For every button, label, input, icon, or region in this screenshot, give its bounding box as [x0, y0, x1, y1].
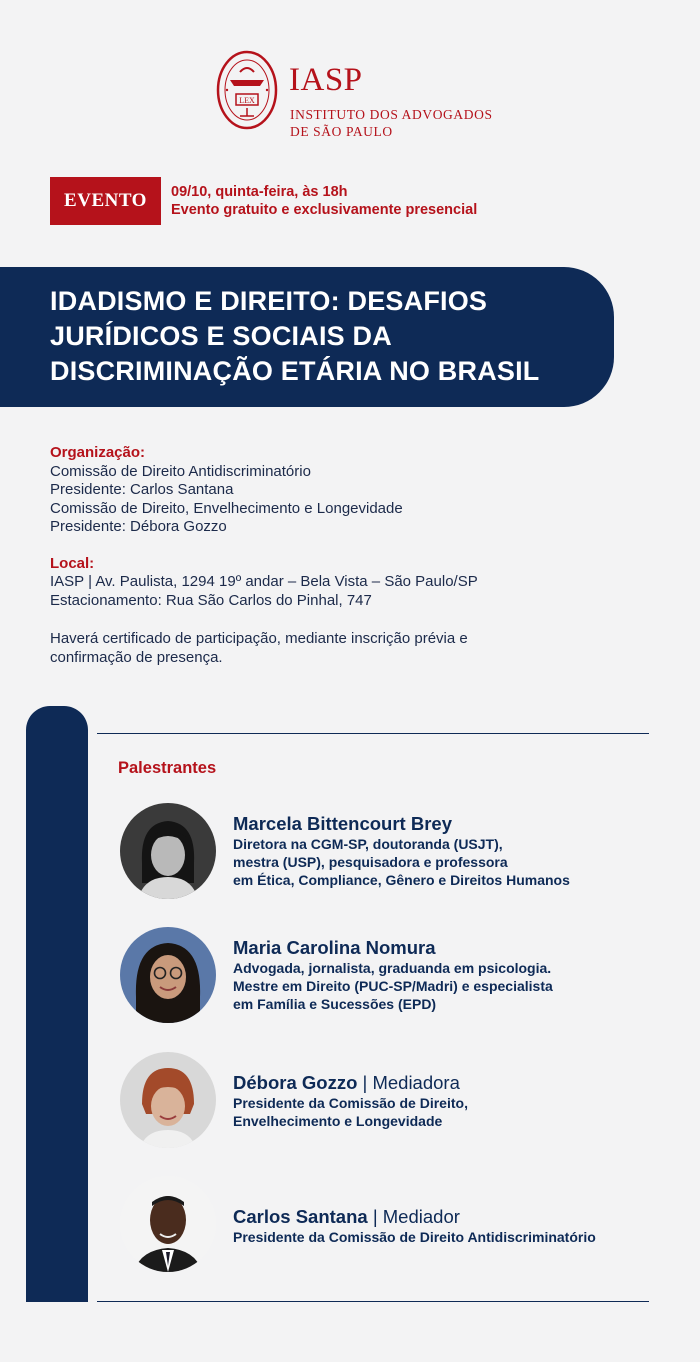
speakers-sidebar-bar [26, 706, 88, 1302]
logo-line-1: INSTITUTO DOS ADVOGADOS [290, 107, 493, 122]
avatar [120, 1052, 216, 1148]
organization-line: Comissão de Direito Antidiscriminatório [50, 462, 311, 480]
speaker-description: Presidente da Comissão de Direito Antidiscriminatório [233, 1229, 596, 1245]
iasp-logo [216, 50, 506, 140]
certificate-note: Haverá certificado de participação, mediante inscrição prévia e confirmação de presença. [50, 630, 468, 666]
event-badge: EVENTO [50, 177, 161, 225]
avatar [120, 927, 216, 1023]
organization-line: Presidente: Débora Gozzo [50, 518, 227, 535]
avatar [120, 803, 216, 899]
speaker-name: Marcela Bittencourt Brey [233, 813, 452, 834]
logo-wordmark: IASP [289, 62, 363, 98]
organization-label: Organização: [50, 444, 146, 461]
organization-line: Comissão de Direito, Envelhecimento e Longevidade [50, 499, 403, 517]
event-date: 09/10, quinta-feira, às 18h [171, 184, 348, 200]
speaker-role: | Mediadora [362, 1072, 460, 1093]
speaker-name: Carlos Santana [233, 1206, 368, 1227]
speaker-description: Advogada, jornalista, graduanda em psicologia. Mestre em Direito (PUC-SP/Madri) e especialista em Família e Sucessões (EPD) [233, 960, 553, 1012]
organization-line: Presidente: Carlos Santana [50, 481, 234, 498]
location-line: Estacionamento: Rua São Carlos do Pinhal, 747 [50, 591, 372, 609]
event-details [50, 444, 650, 667]
divider-bottom [97, 1301, 649, 1302]
speaker-description: Diretora na CGM-SP, doutoranda (USJT), mestra (USP), pesquisadora e professora em Ética, Compliance, Gênero e Direitos Humanos [233, 836, 570, 888]
speaker-role: | Mediador [372, 1206, 460, 1227]
event-note: Evento gratuito e exclusivamente presencial [171, 202, 478, 218]
avatar [120, 1176, 216, 1272]
event-info [171, 183, 477, 219]
speakers-heading: Palestrantes [118, 759, 217, 777]
event-title: IDADISMO E DIREITO: DESAFIOS JURÍDICOS E SOCIAIS DA DISCRIMINAÇÃO ETÁRIA NO BRASIL [50, 286, 540, 386]
location-line: IASP | Av. Paulista, 1294 19º andar – Bela Vista – São Paulo/SP [50, 573, 478, 590]
speaker-description: Presidente da Comissão de Direito, Envelhecimento e Longevidade [233, 1095, 468, 1129]
logo-line-2: DE SÃO PAULO [290, 124, 393, 139]
iasp-seal-icon [216, 50, 278, 130]
seal-lex-text: LEX [239, 96, 255, 105]
speaker-name: Maria Carolina Nomura [233, 937, 436, 958]
divider-top [97, 733, 649, 734]
speaker-name: Débora Gozzo [233, 1072, 358, 1093]
location-label: Local: [50, 554, 95, 572]
